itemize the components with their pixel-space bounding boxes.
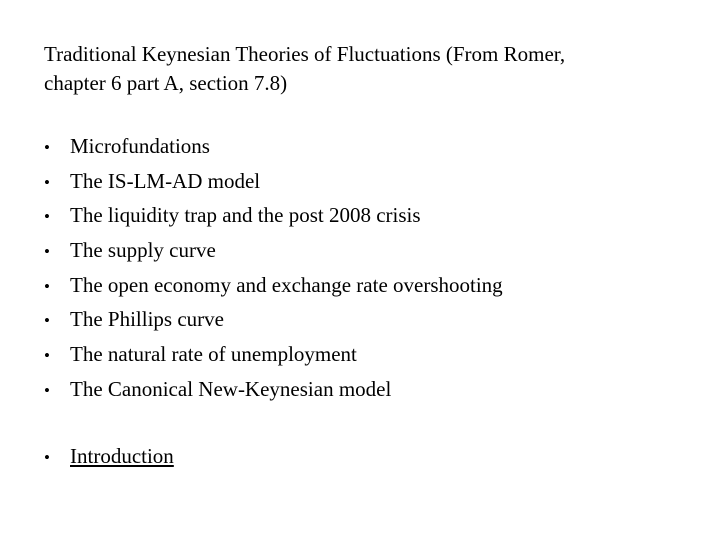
intro-item xyxy=(44,439,174,475)
bullet-icon: • xyxy=(44,138,50,157)
topic-label: The liquidity trap and the post 2008 crisis xyxy=(70,203,421,228)
topic-label: Microfundations xyxy=(70,134,210,158)
bullet-icon: • xyxy=(44,276,50,296)
topic-item xyxy=(44,302,503,337)
topic-item xyxy=(44,372,503,407)
bullet-icon: • xyxy=(44,346,50,366)
topic-label: The supply curve xyxy=(70,238,216,263)
topic-item xyxy=(44,337,503,372)
topic-label: The Phillips curve xyxy=(70,307,224,332)
topic-label: The natural rate of unemployment xyxy=(70,342,357,367)
bullet-icon: • xyxy=(44,311,50,331)
bullet-icon: • xyxy=(44,242,50,262)
bullet-icon: • xyxy=(44,448,50,467)
topic-item xyxy=(44,268,503,303)
topic-item xyxy=(44,233,503,268)
topic-item xyxy=(44,129,503,164)
bullet-icon: • xyxy=(44,207,50,227)
bullet-icon: • xyxy=(44,172,50,192)
slide-title-line-2: chapter 6 part A, section 7.8) xyxy=(44,71,288,95)
bullet-icon: • xyxy=(44,380,50,400)
topic-item xyxy=(44,198,503,233)
intro-list xyxy=(44,439,174,475)
topic-list xyxy=(44,129,503,407)
slide-title-line-1: Traditional Keynesian Theories of Fluctuations (From Romer, xyxy=(44,42,566,66)
topic-label: The Canonical New-Keynesian model xyxy=(70,376,392,401)
slide-title xyxy=(44,40,684,98)
topic-label: The open economy and exchange rate overshooting xyxy=(70,272,503,297)
topic-item xyxy=(44,164,503,199)
introduction-link[interactable]: Introduction xyxy=(70,444,174,468)
topic-label: The IS-LM-AD model xyxy=(70,168,261,193)
